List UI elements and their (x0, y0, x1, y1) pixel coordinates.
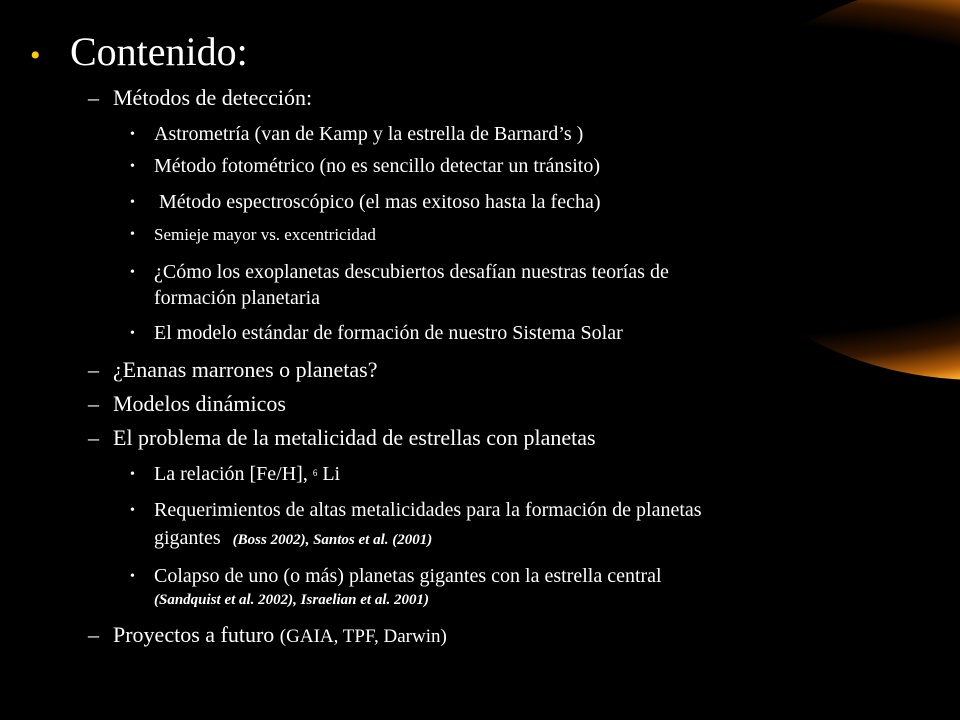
heading-proyectos (88, 621, 447, 651)
heading-metodos (88, 84, 312, 112)
item-exoplanetas-cont (154, 285, 320, 311)
item-requerimientos-text-2: gigantes (154, 527, 221, 549)
dash-marker: – (88, 391, 99, 416)
bullet-marker: • (130, 467, 135, 482)
item-modelo-estandar (130, 320, 623, 347)
item-espectroscopico-text: Método espectroscópico (el mas exitoso hasta la fecha) (154, 191, 601, 213)
item-relacion (130, 460, 340, 488)
heading-metalicidad-text: El problema de la metalicidad de estrellas con planetas (113, 425, 596, 450)
item-requerimientos (130, 497, 702, 524)
item-colapso (130, 563, 662, 590)
item-fotometrico (130, 153, 600, 180)
item-exoplanetas (130, 259, 669, 286)
item-relacion-text: La relación [Fe/H], (154, 463, 313, 485)
bullet-marker: • (130, 227, 135, 242)
title-text: Contenido: (70, 29, 248, 74)
dash-marker: – (88, 85, 99, 110)
item-exoplanetas-text-2: formación planetaria (154, 287, 321, 309)
item-exoplanetas-text-1: ¿Cómo los exoplanetas descubiertos desafían nuestras teorías de (154, 261, 669, 283)
citation-sandquist-israelian: (Sandquist et al. 2002), Israelian et al. 2001) (154, 592, 430, 608)
title-bullet: • (30, 39, 41, 72)
heading-enanas-text: ¿Enanas marrones o planetas? (113, 357, 378, 382)
item-requerimientos-text-1: Requerimientos de altas metalicidades para la formación de planetas (154, 499, 702, 521)
heading-modelos-text: Modelos dinámicos (113, 391, 286, 416)
item-modelo-estandar-text: El modelo estándar de formación de nuestro Sistema Solar (154, 322, 623, 344)
item-astrometria (130, 121, 583, 148)
heading-metalicidad (88, 424, 596, 452)
item-relacion-superscript: 6 (312, 468, 318, 478)
dash-marker: – (88, 425, 99, 450)
item-espectroscopico (130, 189, 601, 216)
item-fotometrico-text: Método fotométrico (no es sencillo detectar un tránsito) (154, 155, 600, 177)
bullet-marker: • (130, 127, 135, 142)
bullet-marker: • (130, 195, 135, 210)
bullet-marker: • (130, 569, 135, 584)
bullet-marker: • (130, 503, 135, 518)
item-semieje (130, 222, 376, 248)
heading-modelos (88, 390, 286, 418)
heading-enanas (88, 356, 378, 384)
citation-boss-santos: (Boss 2002), Santos et al. (2001) (232, 532, 433, 548)
dash-marker: – (88, 622, 99, 647)
bullet-marker: • (130, 326, 135, 341)
planet-glow-decoration (700, 0, 960, 380)
slide-title (30, 28, 248, 80)
bullet-marker: • (130, 159, 135, 174)
dash-marker: – (88, 357, 99, 382)
heading-proyectos-paren: (GAIA, TPF, Darwin) (279, 626, 447, 647)
heading-metodos-text: Métodos de detección: (113, 85, 313, 110)
item-requerimientos-cont (154, 525, 432, 553)
item-semieje-text: Semieje mayor vs. excentricidad (154, 225, 376, 244)
heading-proyectos-text: Proyectos a futuro (113, 622, 280, 647)
item-astrometria-text: Astrometría (van de Kamp y la estrella de Barnard’s ) (154, 123, 584, 145)
item-relacion-tail: Li (317, 463, 341, 485)
bullet-marker: • (130, 265, 135, 280)
item-colapso-text: Colapso de uno (o más) planetas gigantes con la estrella central (154, 565, 662, 587)
